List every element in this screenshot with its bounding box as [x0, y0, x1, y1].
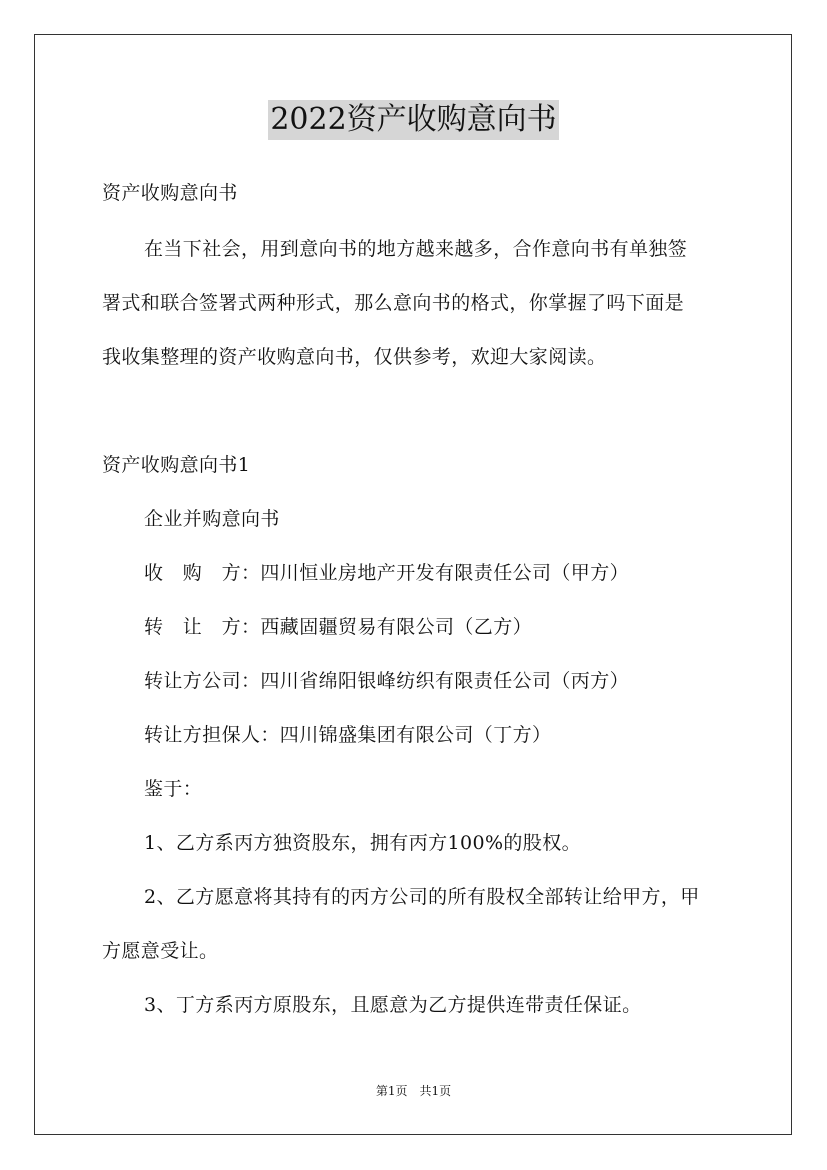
body-line: 企业并购意向书	[144, 508, 280, 530]
body-line: 3、丁方系丙方原股东，且愿意为乙方提供连带责任保证。	[144, 994, 642, 1016]
subsection-heading: 资产收购意向书1	[102, 454, 251, 476]
body-line: 转让方担保人：四川锦盛集团有限公司（丁方）	[144, 724, 552, 746]
body-line: 鉴于：	[144, 778, 203, 800]
body-line: 收 购 方：四川恒业房地产开发有限责任公司（甲方）	[144, 562, 630, 584]
title-container	[0, 100, 827, 140]
intro-paragraph-line: 我收集整理的资产收购意向书，仅供参考，欢迎大家阅读。	[102, 346, 607, 368]
body-line: 转 让 方：西藏固疆贸易有限公司（乙方）	[144, 616, 533, 638]
section-heading: 资产收购意向书	[102, 182, 238, 204]
body-line: 转让方公司：四川省绵阳银峰纺织有限责任公司（丙方）	[144, 670, 630, 692]
body-line: 1、乙方系丙方独资股东，拥有丙方100%的股权。	[144, 832, 582, 854]
document-title: 2022资产收购意向书	[268, 100, 558, 140]
page-footer: 第1页 共1页	[375, 1084, 452, 1098]
body-line: 方愿意受让。	[102, 940, 219, 962]
body-line: 2、乙方愿意将其持有的丙方公司的所有股权全部转让给甲方，甲	[144, 886, 700, 908]
intro-paragraph-line: 在当下社会，用到意向书的地方越来越多，合作意向书有单独签	[144, 238, 688, 260]
intro-paragraph-line: 署式和联合签署式两种形式，那么意向书的格式，你掌握了吗下面是	[102, 292, 685, 314]
